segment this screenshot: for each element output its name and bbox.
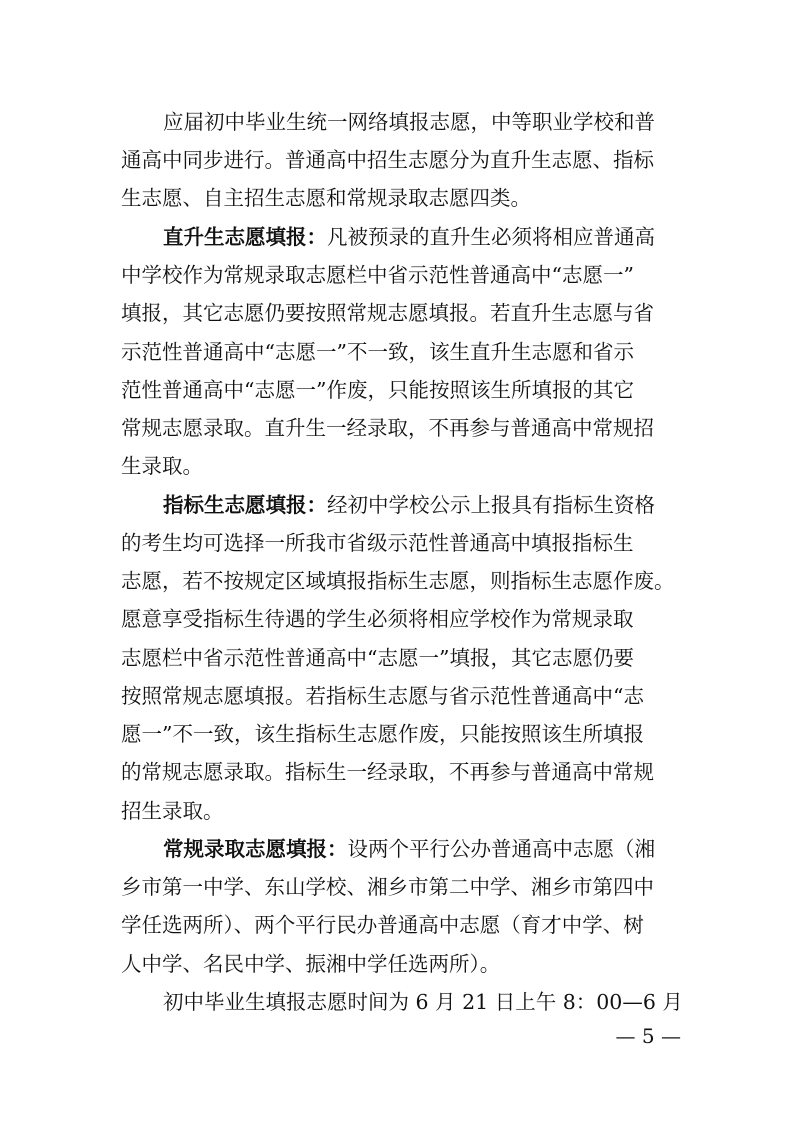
section-heading: 指标生志愿填报：: [163, 493, 327, 517]
body-text-line: 乡市第一中学、东山学校、湘乡市第二中学、湘乡市第四中: [121, 875, 654, 899]
paragraph-first-line: [163, 834, 723, 864]
body-text-line: 的常规志愿录取。指标生一经录取，不再参与普通高中常规: [121, 760, 654, 784]
body-text: 经初中学校公示上报具有指标生资格: [327, 493, 655, 517]
body-text: 凡被预录的直升生必须将相应普通高: [327, 225, 655, 249]
body-text-line: 填报，其它志愿仍要按照常规志愿填报。若直升生志愿与省: [121, 301, 654, 325]
section-heading: 直升生志愿填报：: [163, 225, 327, 249]
body-text-line: 初中毕业生填报志愿时间为 6 月 21 日上午 8：00—6 月: [163, 990, 683, 1014]
page-number: — 5 —: [615, 1024, 681, 1048]
body-text-line: 招生录取。: [121, 799, 224, 823]
body-text-line: 愿一”不一致，该生指标生志愿作废，只能按照该生所填报: [121, 722, 644, 746]
body-text-line: 示范性普通高中“志愿一”不一致，该生直升生志愿和省示: [121, 340, 634, 364]
body-text-line: 学任选两所）、两个平行民办普通高中志愿（育才中学、树: [121, 913, 644, 937]
body-text: 设两个平行公办普通高中志愿（湘: [347, 837, 655, 861]
body-text-line: 中学校作为常规录取志愿栏中省示范性普通高中“志愿一”: [121, 263, 634, 287]
body-text-line: 志愿栏中省示范性普通高中“志愿一”填报，其它志愿仍要: [121, 646, 634, 670]
body-text-line: 人中学、名民中学、振湘中学任选两所）。: [121, 952, 501, 976]
paragraph-first-line: [163, 222, 723, 252]
body-text-line: 生录取。: [121, 454, 203, 478]
body-text-line: 的考生均可选择一所我市省级示范性普通高中填报指标生: [121, 531, 634, 555]
paragraph-first-line: [163, 490, 723, 520]
body-text-line: 按照常规志愿填报。若指标生志愿与省示范性普通高中“志: [121, 684, 644, 708]
body-text-line: 愿意享受指标生待遇的学生必须将相应学校作为常规录取: [121, 607, 634, 631]
body-text-line: 通高中同步进行。普通高中招生志愿分为直升生志愿、指标: [121, 148, 654, 172]
body-text-line: 志愿，若不按规定区域填报指标生志愿，则指标生志愿作废。: [121, 569, 675, 593]
body-text-line: 应届初中毕业生统一网络填报志愿，中等职业学校和普: [163, 110, 655, 134]
body-text-line: 生志愿、自主招生志愿和常规录取志愿四类。: [121, 186, 531, 210]
body-text-line: 范性普通高中“志愿一”作废，只能按照该生所填报的其它: [121, 378, 634, 402]
section-heading: 常规录取志愿填报：: [163, 837, 348, 861]
body-text-line: 常规志愿录取。直升生一经录取，不再参与普通高中常规招: [121, 416, 654, 440]
